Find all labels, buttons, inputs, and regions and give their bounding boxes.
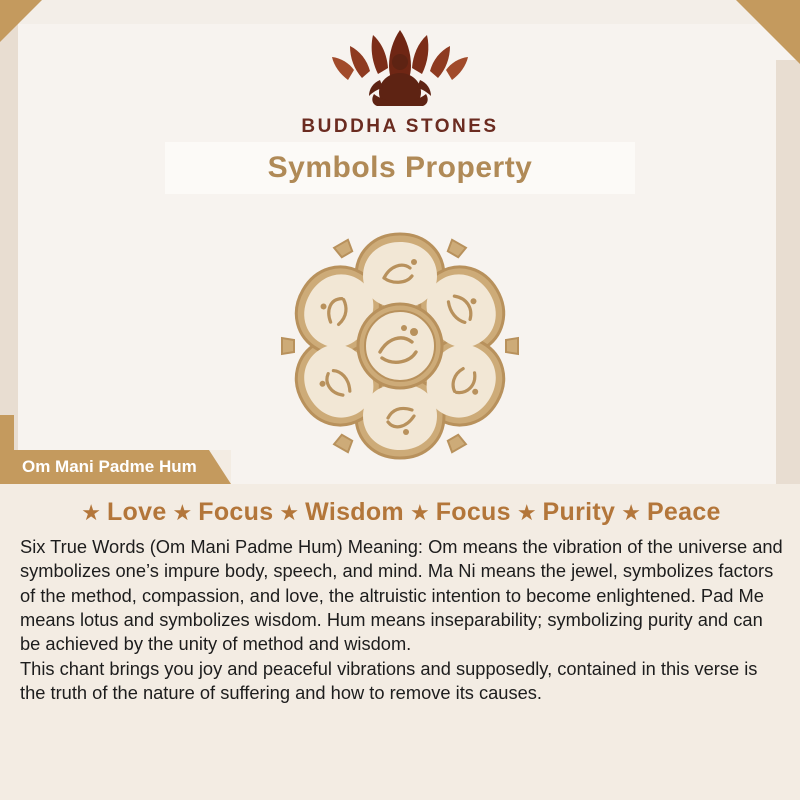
keyword-focus-1: Focus (198, 498, 274, 526)
symbol-name-label: Om Mani Padme Hum (22, 457, 197, 476)
lotus-mandala-om-mani-padme-hum-icon (250, 201, 550, 491)
keyword-purity: Purity (542, 498, 616, 526)
description-text (0, 533, 800, 705)
page-title: Symbols Property (267, 151, 533, 184)
keyword-row (0, 484, 800, 533)
brand-header (0, 0, 800, 138)
star-icon: ★ (172, 499, 193, 525)
description-panel (0, 484, 800, 800)
star-icon: ★ (621, 499, 641, 525)
star-icon: ★ (516, 499, 537, 525)
paragraph-chant: This chant brings you joy and peaceful vibrations and supposedly, contained in this verse is the truth of the nature of suffering and how to remove its causes. (20, 657, 758, 703)
paragraph-meaning: Six True Words (Om Mani Padme Hum) Meaning: Om means the vibration of the universe and symbolizes one’s impure body, speech, and mind. Ma Ni means the jewel, symbolizes factors of the method, compassion, and love, the altruistic intention to become enlightened. Pad Me means lotus and symbolizes wisdom. Hum means inseparability; symbolizing purity and can be achieved by the unity of method and wisdom. (20, 536, 783, 655)
star-icon: ★ (279, 499, 300, 525)
keyword-wisdom: Wisdom (305, 498, 404, 526)
keyword-love: Love (106, 498, 167, 526)
star-icon: ★ (81, 499, 101, 525)
keyword-focus-2: Focus (435, 498, 511, 526)
keyword-peace: Peace (646, 498, 721, 526)
title-plate (165, 142, 635, 194)
lotus-meditation-figure-icon (310, 18, 490, 114)
star-icon: ★ (409, 499, 430, 525)
symbol-name-tab (0, 450, 231, 484)
brand-name: BUDDHA STONES (301, 116, 499, 137)
